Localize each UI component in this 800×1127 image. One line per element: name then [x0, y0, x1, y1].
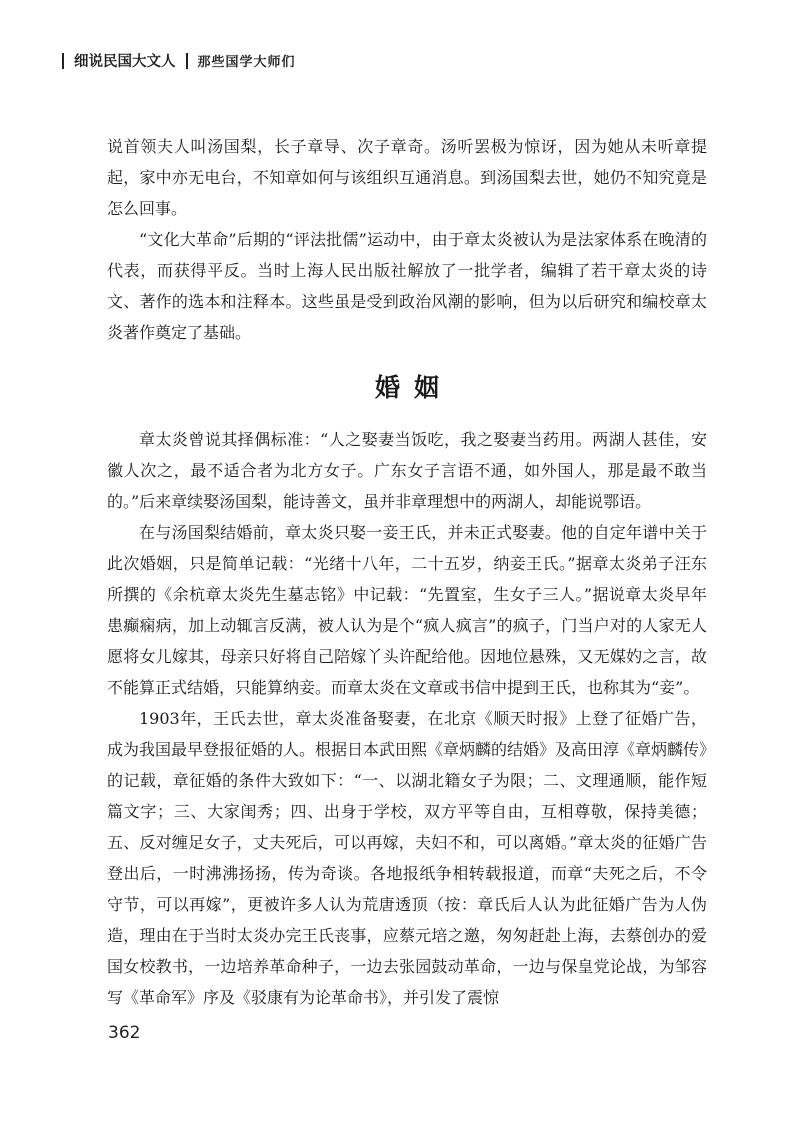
- running-header: [62, 50, 296, 71]
- paragraph-cultural-revolution: “文化大革命”后期的“评法批儒”运动中，由于章太炎被认为是法家体系在晚清的代表，而获得平反。当时上海人民出版社解放了一批学者，编辑了若干章太炎的诗文、著作的选本和注释本。这些虽是受到政治风潮的影响，但为以后研究和编校章太炎著作奠定了基础。: [107, 230, 707, 342]
- paragraph: 1903年，王氏去世，章太炎准备娶妻，在北京《顺天时报》上登了征婚广告，成为我国最早登报征婚的人。根据日本武田熙《章炳麟的结婚》及高田淳《章炳麟传》的记载，章征婚的条件大致如下：“一、以湖北籍女子为限；二、文理通顺，能作短篇文字；三、大家闺秀；四、出身于学校，双方平等自由，互相尊敬，保持美德；五、反对缠足女子，丈夫死后，可以再嫁，夫妇不和，可以离婚。”章太炎的征婚广告登出后，一时沸沸扬扬，传为奇谈。各地报纸争相转载报道，而章“夫死之后，不令守节，可以再嫁”，更被许多人认为荒唐透顶（按：章氏后人认为此征婚广告为人伪造，理由在于当时太炎办完王氏丧事，应蔡元培之邀，匆匆赶赴上海，去蔡创办的爱国女校教书，一边培养革命种子，一边去张园鼓动革命，一边与保皇党论战，为邹容写《革命军》序及《驳康有为论革命书》，并引发了震惊: [107, 709, 708, 1007]
- header-divider: [186, 53, 188, 69]
- continuation-paragraph: 说首领夫人叫汤国梨，长子章导、次子章奇。汤听罢极为惊讶，因为她从未听章提起，家中亦无电台，不知章如何与该组织互通消息。到汤国梨去世，她仍不知究竟是怎么回事。: [107, 137, 707, 218]
- page-body: [107, 131, 707, 1013]
- section-title: 婚姻: [374, 373, 453, 402]
- paragraph: 在与汤国梨结婚前，章太炎只娶一妾王氏，并未正式娶妻。他的自定年谱中关于此次婚姻，只是简单记载：“光绪十八年，二十五岁，纳妾王氏。”据章太炎弟子汪东所撰的《余杭章太炎先生墓志铭》中记载：“先置室，生女子三人。”据说章太炎早年患癫痫病，加上动辄言反满，被人认为是个“疯人疯言”的疯子，门当户对的人家无人愿将女儿嫁其，母亲只好将自己陪嫁丫头许配给他。因地位悬殊，又无媒妁之言，故不能算正式结婚，只能算纳妾。而章太炎在文章或书信中提到王氏，也称其为“妾”。: [107, 523, 707, 697]
- book-title: 细说民国大文人: [74, 54, 176, 70]
- paragraph: 章太炎曾说其择偶标准：“人之娶妻当饭吃，我之娶妻当药用。两湖人甚佳，安徽人次之，最不适合者为北方女子。广东女子言语不通，如外国人，那是最不敢当的。”后来章续娶汤国梨，能诗善文，虽并非章理想中的两湖人，却能说鄂语。: [107, 430, 707, 511]
- header-divider: [62, 53, 64, 69]
- page-number: 362: [108, 1023, 141, 1043]
- book-subtitle: 那些国学大师们: [197, 55, 296, 70]
